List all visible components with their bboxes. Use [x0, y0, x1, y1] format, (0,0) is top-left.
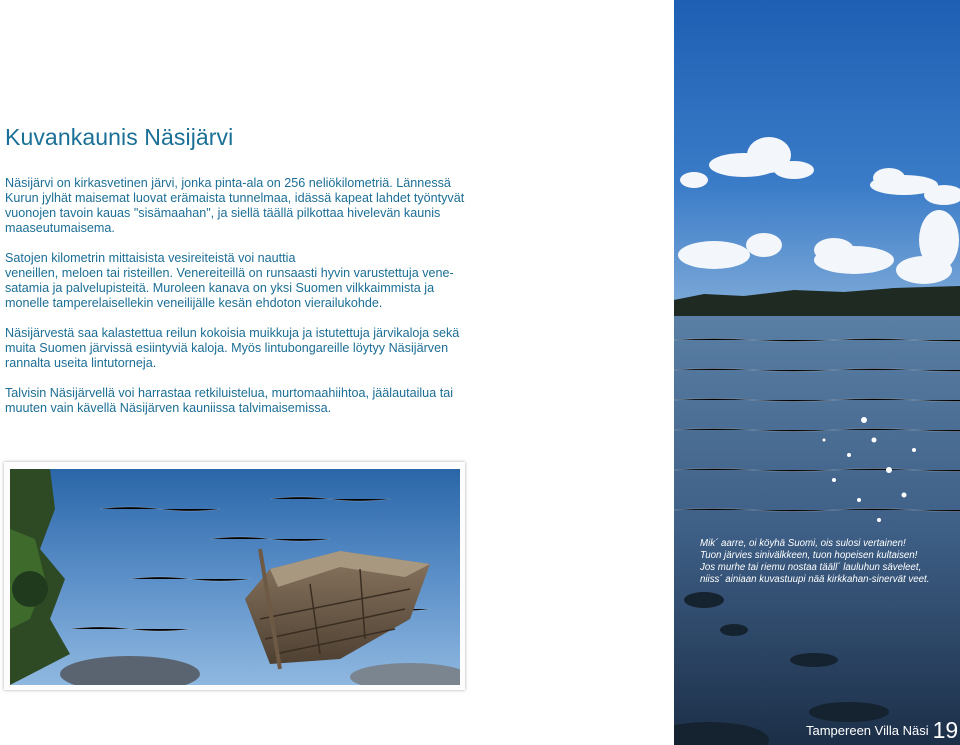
- fishing-paragraph: [5, 326, 475, 371]
- text-line: muuten vain kävellä Näsijärven kauniissa talvimaisemissa.: [5, 401, 332, 415]
- text-line: veneillen, meloen tai risteillen. Venereiteillä on runsaasti hyvin varustettuja vene-: [5, 266, 454, 280]
- text-line: rannalta useita lintutorneja.: [5, 356, 157, 370]
- text-line: monelle tamperelaisellekin veneilijälle kesän ehdoton vierailukohde.: [5, 296, 383, 310]
- boating-paragraph: [5, 251, 475, 311]
- winter-paragraph: [5, 386, 475, 416]
- lake-sky-photo: [674, 0, 960, 745]
- page-footer: [806, 716, 958, 742]
- text-line: Näsijärvi on kirkasvetinen järvi, jonka pinta-ala on 256 neliökilometriä. Lännessä: [5, 176, 451, 190]
- lake-photo-panel: [674, 0, 960, 745]
- page-number: 19: [932, 717, 959, 743]
- text-line: maaseutumaisema.: [5, 221, 115, 235]
- text-line: Talvisin Näsijärvellä voi harrastaa retkiluistelua, murtomaahiihtoa, jäälautailua tai: [5, 386, 453, 400]
- rowboat-photo-frame: [4, 462, 465, 690]
- rowboat-shore-photo: [10, 469, 460, 685]
- page-title: Kuvankaunis Näsijärvi: [5, 124, 234, 150]
- caption-line: Jos murhe tai riemu nostaa tääll´ lauluhun säveleet,: [700, 562, 922, 573]
- caption-line: niiss´ ainiaan kuvastuupi nää kirkkahan-sinervät veet.: [700, 574, 930, 585]
- text-line: Näsijärvestä saa kalastettua reilun kokoisia muikkuja ja istutettuja järvikaloja sekä: [5, 326, 460, 340]
- caption-line: Mik´ aarre, oi köyhä Suomi, ois sulosi vertainen!: [700, 538, 906, 549]
- intro-paragraph: [5, 176, 475, 236]
- text-line: Kurun jylhät maisemat luovat erämaista tunnelmaa, idässä kapeat lahdet työntyvät: [5, 191, 465, 205]
- text-line: Satojen kilometrin mittaisista vesireiteistä voi nauttia: [5, 251, 296, 265]
- caption-line: Tuon järvies sinivälkkeen, tuon hopeisen kultaisen!: [700, 550, 918, 561]
- text-line: vuonojen tavoin kauas "sisämaahan", ja siellä täällä pilkottaa hivelevän kaunis: [5, 206, 441, 220]
- text-line: satamia ja palvelupisteitä. Muroleen kanava on yksi Suomen vilkkaimmista ja: [5, 281, 435, 295]
- poem-caption: [700, 538, 950, 586]
- text-line: muita Suomen järvissä esiintyviä kaloja. Myös lintubongareille löytyy Näsijärven: [5, 341, 449, 355]
- brand-name: Tampereen Villa Näsi: [806, 723, 929, 738]
